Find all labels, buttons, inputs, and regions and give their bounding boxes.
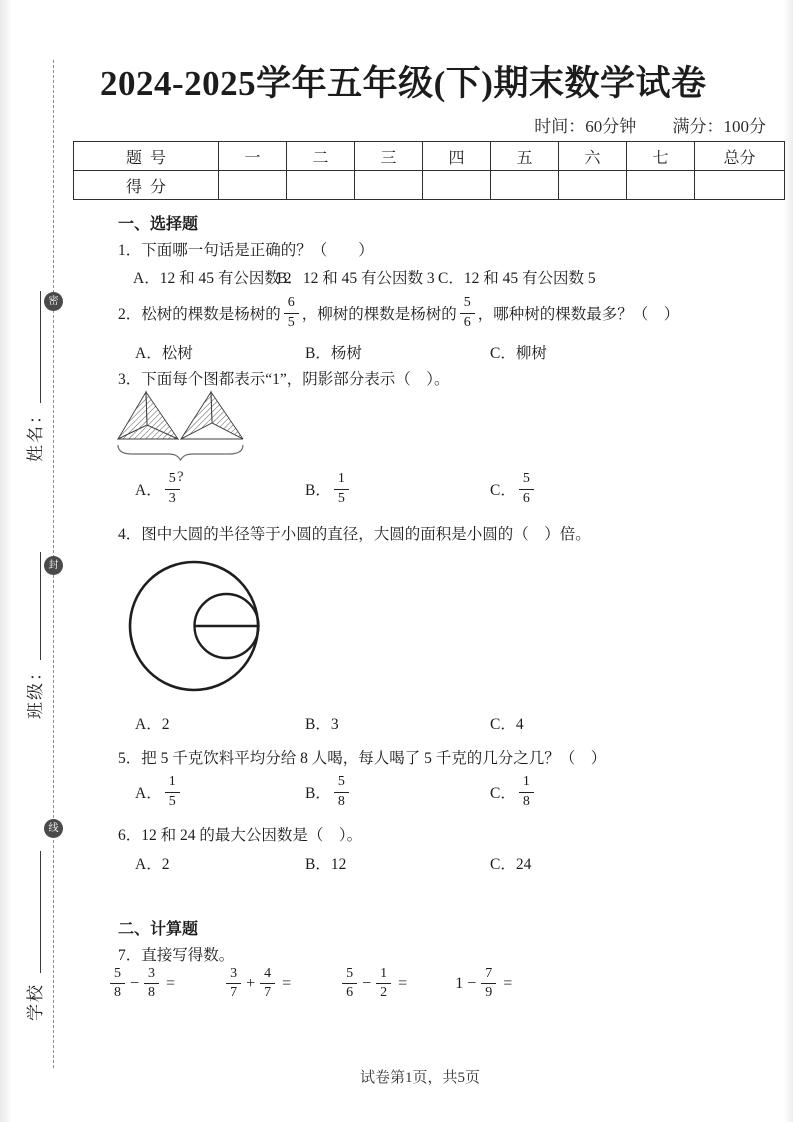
fraction-5-3: $\frac{5}{3}$: [165, 471, 180, 506]
seal-badge-mi: 密: [44, 292, 63, 311]
page-footer: 试卷第1页，共5页: [359, 1070, 480, 1086]
question-2-text: 2．松树的棵数是杨树的: [118, 306, 281, 323]
expression-2: $\frac{3}{7}$ + $\frac{4}{7}$ =: [223, 966, 291, 1001]
fraction-1-5: $\frac{1}{5}$: [334, 471, 349, 506]
section-1-heading: 一、选择题: [118, 216, 199, 233]
option-a: A．2: [135, 716, 170, 733]
question-1-stem: 1．下面哪一句话是正确的？（ ）: [118, 242, 374, 259]
score-table-header-row: [74, 142, 785, 171]
school-field-label: 学校: [26, 983, 45, 1021]
option-b: B． $\frac{1}{5}$: [305, 470, 352, 508]
scan-edge-right: [784, 0, 793, 1122]
name-field: [21, 291, 46, 462]
school-blank-line: [25, 851, 41, 973]
fraction-5-6: $\frac{5}{6}$: [460, 295, 475, 330]
option-a: A．12 和 45 有公因数 2: [133, 270, 292, 287]
expression-1: $\frac{5}{8}$ − $\frac{3}{8}$ =: [107, 966, 175, 1001]
score-table-header-label: 题号: [74, 142, 219, 171]
class-field: [21, 552, 46, 719]
seal-badge-feng: 封: [44, 556, 63, 575]
fraction-5-8: $\frac{5}{8}$: [334, 774, 349, 809]
score-cell-empty: [559, 171, 627, 200]
exam-meta: [0, 112, 766, 137]
option-b: B．3: [305, 716, 339, 733]
column-header: 七: [627, 142, 695, 171]
school-field: [21, 851, 46, 1021]
option-c: C．24: [490, 856, 532, 873]
column-header: 二: [287, 142, 355, 171]
option-c: C．12 和 45 有公因数 5: [438, 270, 596, 287]
seal-badge-xian: 线: [44, 819, 63, 838]
score-cell-empty: [491, 171, 559, 200]
option-b: B．杨树: [305, 345, 362, 362]
question-2-text: ，柳树的棵数是杨树的: [301, 306, 457, 323]
score-cell-empty: [695, 171, 785, 200]
section-2-heading: 二、计算题: [118, 921, 199, 938]
expression-4: 1 − $\frac{7}{9}$ =: [455, 966, 513, 1001]
column-header: 五: [491, 142, 559, 171]
name-field-label: 姓名：: [26, 405, 45, 462]
name-blank-line: [25, 291, 41, 403]
score-cell-empty: [355, 171, 423, 200]
option-c: C． $\frac{1}{8}$: [490, 773, 537, 811]
fraction-1-5: $\frac{1}{5}$: [165, 774, 180, 809]
score-cell-empty: [423, 171, 491, 200]
option-c: C．4: [490, 716, 524, 733]
question-2-text: ，哪种树的棵数最多？（ ）: [477, 306, 680, 323]
column-header: 四: [423, 142, 491, 171]
page-title: 2024-2025学年五年级(下)期末数学试卷: [100, 64, 707, 103]
option-a: A． $\frac{1}{5}$: [135, 773, 183, 811]
question-3-stem: 3．下面每个图都表示“1”，阴影部分表示（ ）。: [118, 371, 450, 388]
option-b: B．12: [305, 856, 347, 873]
question-5-stem: 5．把 5 千克饮料平均分给 8 人喝，每人喝了 5 千克的几分之几？（ ）: [118, 750, 607, 767]
option-b: B．12 和 45 有公因数 3: [277, 270, 435, 287]
fraction-5-6: $\frac{5}{6}$: [519, 471, 534, 506]
figure-question-mark: ?: [177, 469, 184, 485]
expression-3: $\frac{5}{6}$ − $\frac{1}{2}$ =: [339, 966, 407, 1001]
score-cell-empty: [219, 171, 287, 200]
column-header: 三: [355, 142, 423, 171]
question-4-stem: 4．图中大圆的半径等于小圆的直径，大圆的面积是小圆的（ ）倍。: [118, 526, 591, 543]
question-6-stem: 6．12 和 24 的最大公因数是（ ）。: [118, 827, 363, 844]
scan-edge-left: [0, 0, 12, 1122]
fraction-6-5: $\frac{6}{5}$: [284, 295, 299, 330]
score-table-score-row: [74, 171, 785, 200]
option-c: C．柳树: [490, 345, 547, 362]
time-limit: 时间：60分钟: [534, 117, 637, 136]
question-7-stem: 7．直接写得数。: [118, 947, 235, 964]
full-score: 满分：100分: [672, 117, 766, 136]
option-b: B． $\frac{5}{8}$: [305, 773, 352, 811]
class-field-label: 班级：: [26, 662, 45, 719]
column-header: 总分: [695, 142, 785, 171]
question-2-stem: [118, 292, 679, 334]
option-c: C． $\frac{5}{6}$: [490, 470, 537, 508]
option-a: A．2: [135, 856, 170, 873]
score-cell-empty: [627, 171, 695, 200]
question-7-expressions: [107, 966, 512, 1001]
question-4-figure-circles: [126, 557, 266, 702]
brace: [118, 445, 243, 460]
column-header: 一: [219, 142, 287, 171]
score-table: [73, 141, 785, 200]
fraction-1-8: $\frac{1}{8}$: [519, 774, 534, 809]
column-header: 六: [559, 142, 627, 171]
score-cell-empty: [287, 171, 355, 200]
option-a: A． $\frac{5}{3}$: [135, 470, 183, 508]
class-blank-line: [25, 552, 41, 660]
option-a: A．松树: [135, 345, 193, 362]
score-row-label: 得分: [74, 171, 219, 200]
